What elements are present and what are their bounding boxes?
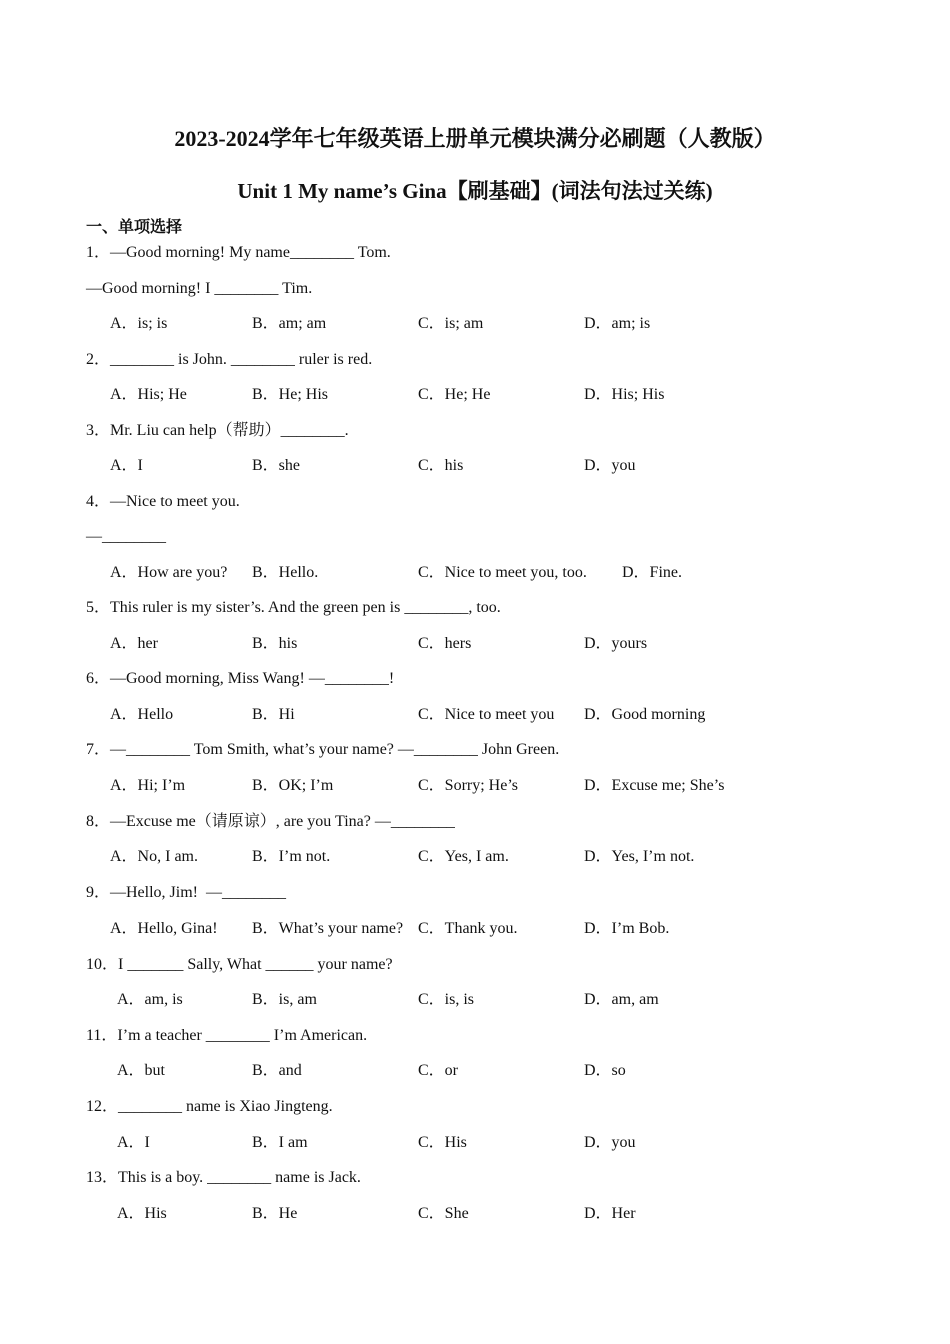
- question-4-option-a: A．How are you?: [110, 564, 228, 581]
- question-10-option-a: A．am, is: [117, 991, 183, 1008]
- question-10-option-b: B．is, am: [252, 991, 317, 1008]
- document-subtitle: Unit 1 My name’s Gina【刷基础】(词法句法过关练): [237, 179, 713, 203]
- question-1-stem: 1．—Good morning! My name________ Tom.: [86, 244, 391, 261]
- question-7-option-b: B．OK; I’m: [252, 777, 334, 794]
- question-1-option-a: A．is; is: [110, 315, 168, 332]
- question-10-stem: 10．I _______ Sally, What ______ your name?: [86, 956, 393, 973]
- question-5-option-b: B．his: [252, 635, 298, 652]
- question-6-option-a: A．Hello: [110, 706, 174, 723]
- question-3-option-c: C．his: [418, 457, 464, 474]
- question-1-stem-2: —Good morning! I ________ Tim.: [86, 280, 313, 297]
- question-7-option-c: C．Sorry; He’s: [418, 777, 519, 794]
- question-1-option-c: C．is; am: [418, 315, 484, 332]
- question-1-option-b: B．am; am: [252, 315, 327, 332]
- question-13-option-b: B．He: [252, 1205, 298, 1222]
- question-8-option-d: D．Yes, I’m not.: [584, 848, 695, 865]
- question-8-option-b: B．I’m not.: [252, 848, 331, 865]
- question-2-option-c: C．He; He: [418, 386, 491, 403]
- question-9-option-c: C．Thank you.: [418, 920, 518, 937]
- question-8-option-c: C．Yes, I am.: [418, 848, 509, 865]
- question-12-stem: 12．________ name is Xiao Jingteng.: [86, 1098, 333, 1115]
- question-7-option-d: D．Excuse me; She’s: [584, 777, 725, 794]
- question-3-option-d: D．you: [584, 457, 636, 474]
- question-4-stem: 4．—Nice to meet you.: [86, 493, 240, 510]
- question-13-option-a: A．His: [117, 1205, 167, 1222]
- question-8-stem: 8．—Excuse me（请原谅）, are you Tina? —________: [86, 813, 455, 830]
- question-12-option-d: D．you: [584, 1134, 636, 1151]
- question-4-option-c: C．Nice to meet you, too.: [418, 564, 587, 581]
- question-11-option-a: A．but: [117, 1062, 166, 1079]
- question-9-option-a: A．Hello, Gina!: [110, 920, 218, 937]
- section-heading: 一、单项选择: [86, 219, 183, 236]
- question-11-stem: 11．I’m a teacher ________ I’m American.: [86, 1027, 368, 1044]
- question-1-option-d: D．am; is: [584, 315, 651, 332]
- document-title: 2023-2024学年七年级英语上册单元模块满分必刷题（人教版）: [174, 126, 776, 151]
- question-13-option-d: D．Her: [584, 1205, 636, 1222]
- question-10-option-d: D．am, am: [584, 991, 659, 1008]
- question-4-option-b: B．Hello.: [252, 564, 319, 581]
- question-9-option-b: B．What’s your name?: [252, 920, 404, 937]
- question-2-option-b: B．He; His: [252, 386, 329, 403]
- question-11-option-c: C．or: [418, 1062, 459, 1079]
- question-6-stem: 6．—Good morning, Miss Wang! —________!: [86, 670, 395, 687]
- question-2-option-a: A．His; He: [110, 386, 187, 403]
- question-3-option-a: A．I: [110, 457, 143, 474]
- question-5-option-c: C．hers: [418, 635, 472, 652]
- question-9-option-d: D．I’m Bob.: [584, 920, 670, 937]
- question-2-option-d: D．His; His: [584, 386, 665, 403]
- question-7-option-a: A．Hi; I’m: [110, 777, 186, 794]
- question-12-option-b: B．I am: [252, 1134, 308, 1151]
- question-3-option-b: B．she: [252, 457, 301, 474]
- question-5-stem: 5．This ruler is my sister’s. And the green pen is ________, too.: [86, 599, 501, 616]
- question-7-stem: 7．—________ Tom Smith, what’s your name? —________ John Green.: [86, 741, 560, 758]
- question-13-stem: 13．This is a boy. ________ name is Jack.: [86, 1169, 361, 1186]
- question-6-option-c: C．Nice to meet you: [418, 706, 555, 723]
- question-6-option-b: B．Hi: [252, 706, 295, 723]
- question-8-option-a: A．No, I am.: [110, 848, 198, 865]
- question-12-option-c: C．His: [418, 1134, 467, 1151]
- question-4-stem-2: —________: [86, 528, 166, 545]
- question-9-stem: 9．—Hello, Jim! —________: [86, 884, 286, 901]
- question-6-option-d: D．Good morning: [584, 706, 706, 723]
- question-3-stem: 3．Mr. Liu can help（帮助）________.: [86, 422, 349, 439]
- question-5-option-a: A．her: [110, 635, 158, 652]
- question-10-option-c: C．is, is: [418, 991, 475, 1008]
- question-11-option-b: B．and: [252, 1062, 302, 1079]
- question-13-option-c: C．She: [418, 1205, 469, 1222]
- question-2-stem: 2．________ is John. ________ ruler is red.: [86, 351, 373, 368]
- question-11-option-d: D．so: [584, 1062, 626, 1079]
- question-4-option-d: D．Fine.: [622, 564, 683, 581]
- question-12-option-a: A．I: [117, 1134, 150, 1151]
- question-5-option-d: D．yours: [584, 635, 648, 652]
